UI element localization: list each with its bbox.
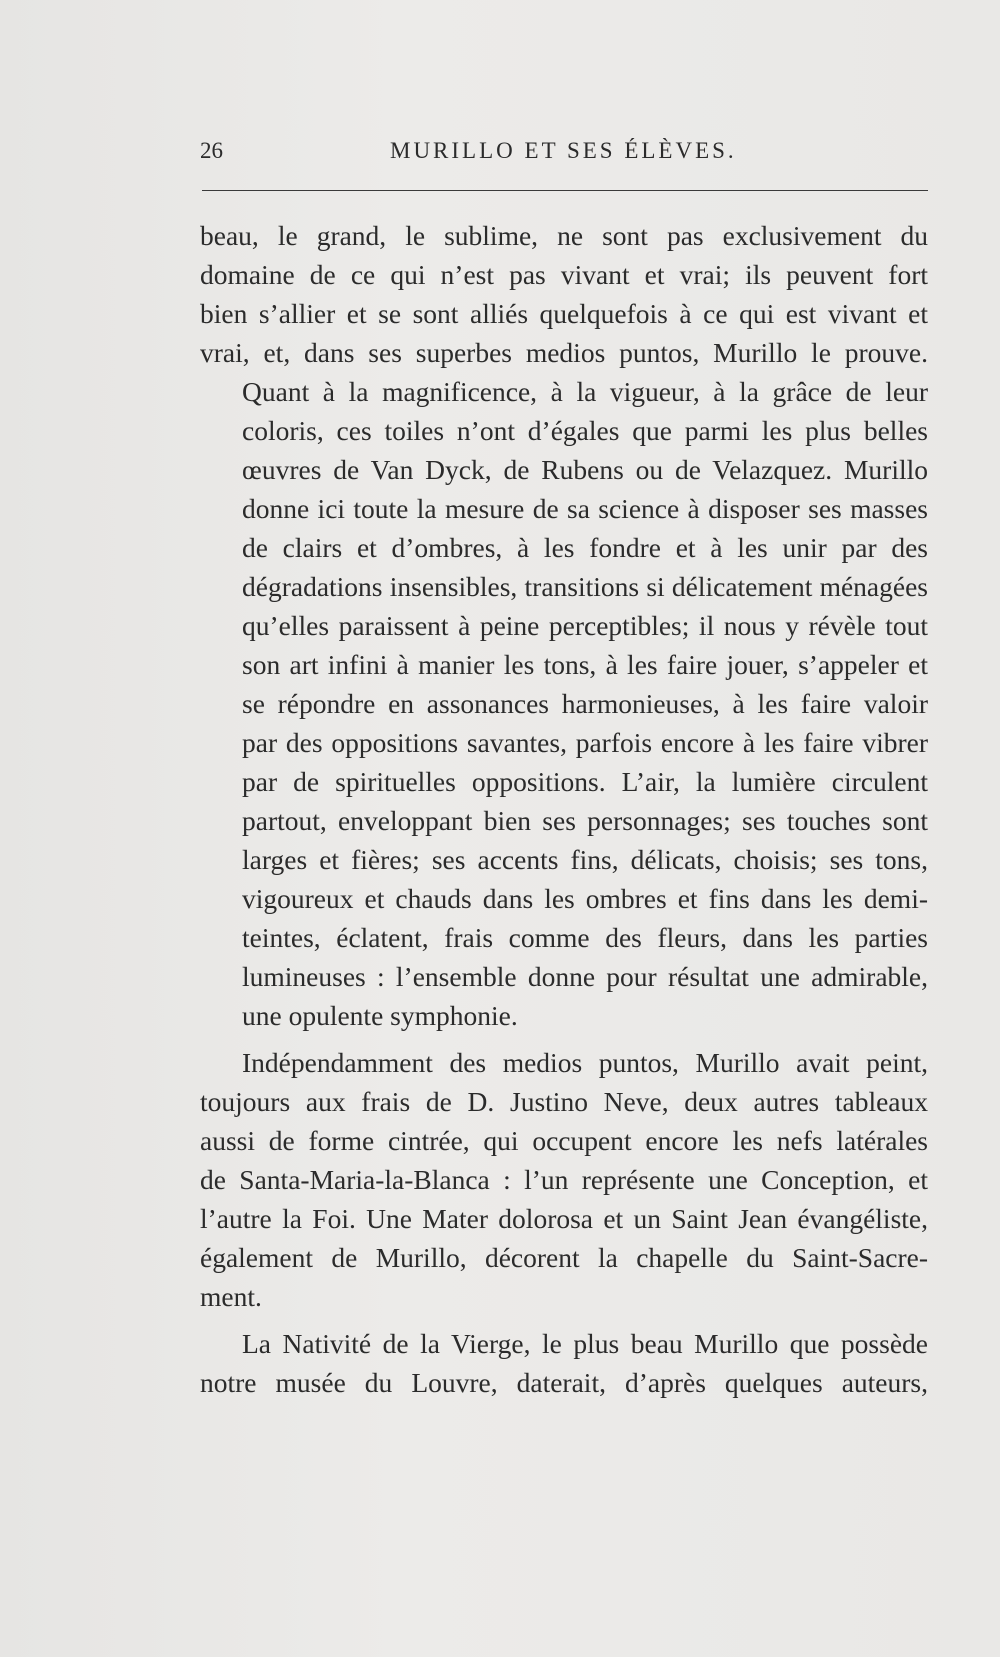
paragraph [200,216,928,372]
text-line: aussi de forme cintrée, qui occupent encore les nefs latérales [200,1125,928,1156]
text-line: de clairs et d’ombres, à les fondre et à les unir par des [242,532,928,563]
text-line: par des oppositions savantes, parfois encore à les faire vibrer [242,727,928,758]
page-header [200,138,928,178]
text-line: lumineuses : l’ensemble donne pour résultat une admirable, [242,961,928,992]
text-line: dégradations insensibles, transitions si délicatement ménagées [242,571,928,602]
text-line: bien s’allier et se sont alliés quelquefois à ce qui est vivant et [200,298,928,329]
paragraph [200,1324,928,1402]
text-line: son art infini à manier les tons, à les faire jouer, s’appeler et [242,649,928,680]
text-line: beau, le grand, le sublime, ne sont pas exclusivement du [200,220,928,251]
text-line: par de spirituelles oppositions. L’air, la lumière circulent [242,766,928,797]
text-line: teintes, éclatent, frais comme des fleurs, dans les parties [242,922,928,953]
text-line: vrai, et, dans ses superbes medios puntos, Murillo le prouve. [200,337,928,368]
running-title: MURILLO ET SES ÉLÈVES. [390,138,737,163]
text-line: toujours aux frais de D. Justino Neve, deux autres tableaux [200,1086,928,1117]
text-line: se répondre en assonances harmonieuses, à les faire valoir [242,688,928,719]
text-line: domaine de ce qui n’est pas vivant et vrai; ils peuvent fort [200,259,928,290]
text-line: une opulente symphonie. [242,1000,518,1031]
text-line: qu’elles paraissent à peine perceptibles; il nous y révèle tout [242,610,928,641]
text-line: Indépendamment des medios puntos, Murillo avait peint, [242,1047,928,1078]
text-line: larges et fières; ses accents fins, délicats, choisis; ses tons, [242,844,928,875]
text-line: de Santa-Maria-la-Blanca : l’un représente une Conception, et [200,1164,928,1195]
text-line: coloris, ces toiles n’ont d’égales que parmi les plus belles [242,415,928,446]
body-text [200,216,928,1402]
text-line: Quant à la magnificence, à la vigueur, à la grâce de leur [242,376,928,407]
paragraph [200,1043,928,1316]
text-line: vigoureux et chauds dans les ombres et fins dans les demi- [242,883,928,914]
text-line: La Nativité de la Vierge, le plus beau Murillo que possède [242,1328,928,1359]
text-line: partout, enveloppant bien ses personnages; ses touches sont [242,805,928,836]
text-line: donne ici toute la mesure de sa science à disposer ses masses [242,493,928,524]
text-line: œuvres de Van Dyck, de Rubens ou de Velazquez. Murillo [242,454,928,485]
page-number: 26 [200,138,223,163]
text-line: notre musée du Louvre, daterait, d’après quelques auteurs, [200,1367,928,1398]
text-line: l’autre la Foi. Une Mater dolorosa et un Saint Jean évangéliste, [200,1203,928,1234]
text-line: ment. [200,1281,262,1312]
header-rule [202,190,928,191]
paragraph [200,372,928,1035]
text-line: également de Murillo, décorent la chapelle du Saint-Sacre- [200,1242,928,1273]
